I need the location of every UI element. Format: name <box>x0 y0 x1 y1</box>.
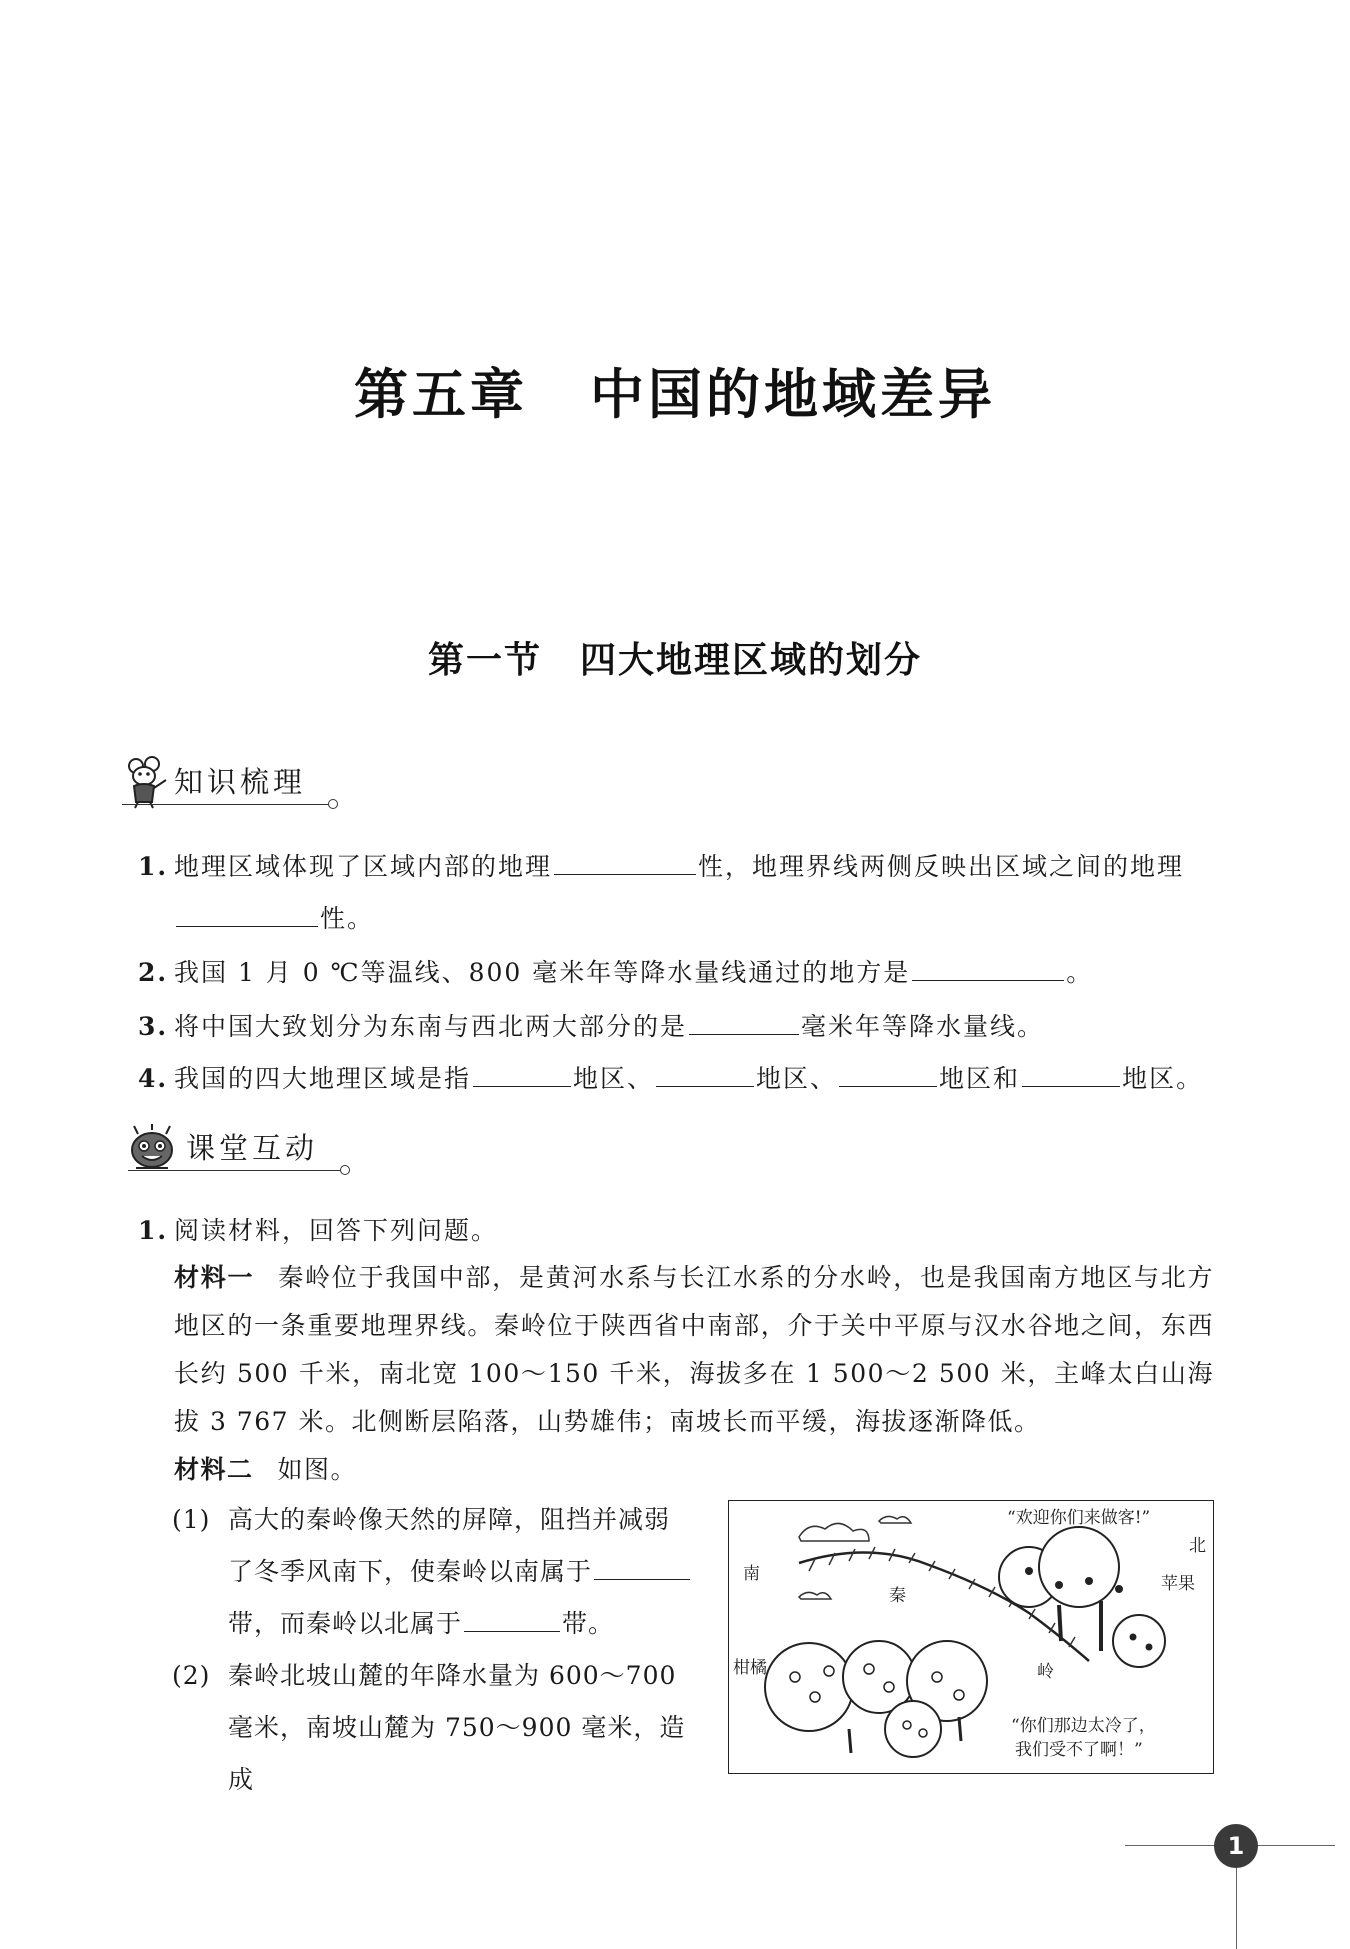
cartoon-face-icon <box>128 1124 176 1174</box>
classroom-heading-underline <box>128 1170 342 1171</box>
section-name: 四大地理区域的划分 <box>580 639 923 681</box>
classroom-q1: 1. 阅读材料，回答下列问题。 <box>138 1216 499 1245</box>
sub-question-2: (2) 秦岭北坡山麓的年降水量为 600～700 毫米，南坡山麓为 750～900 毫米，造成 <box>172 1661 686 1794</box>
answer-blank[interactable] <box>656 1064 754 1087</box>
figure-orange-label: 柑橘 <box>733 1658 767 1678</box>
figure-cold-line1: “你们那边太冷了， <box>1011 1716 1156 1736</box>
sub-question-1: (1) 高大的秦岭像天然的屏障，阻挡并减弱 了冬季风南下，使秦岭以南属于 带，而秦岭以北属于 带。 <box>172 1494 702 1650</box>
classroom-heading-label: 课堂互动 <box>186 1131 319 1165</box>
section-title <box>0 632 1350 683</box>
knowledge-heading-underline <box>122 804 330 805</box>
answer-blank[interactable] <box>473 1064 571 1087</box>
knowledge-heading-label: 知识梳理 <box>174 765 307 799</box>
answer-blank[interactable] <box>176 904 318 927</box>
knowledge-q1: 1. 地理区域体现了区域内部的地理 性，地理界线两侧反映出区域之间的地理 <box>138 852 1185 881</box>
material-2-text: 如图。 <box>277 1455 358 1484</box>
chapter-label: 第五章 <box>354 363 528 426</box>
section-label: 第一节 <box>427 639 542 681</box>
knowledge-q2: 2. 我国 1 月 0 ℃等温线、800 毫米年等降水量线通过的地方是 。 <box>138 958 1094 987</box>
knowledge-q4: 4. 我国的四大地理区域是指 地区、 地区、 地区和 地区。 <box>138 1064 1204 1093</box>
material-1-label: 材料一 <box>174 1263 255 1292</box>
answer-blank[interactable] <box>464 1609 560 1632</box>
answer-blank[interactable] <box>839 1064 937 1087</box>
answer-blank[interactable] <box>912 958 1064 981</box>
chapter-title <box>0 352 1350 429</box>
figure-ling-label: 岭 <box>1037 1662 1054 1682</box>
knowledge-q1-cont: 性。 <box>138 904 1218 934</box>
figure-cold-line2: 我们受不了啊！” <box>1015 1740 1143 1760</box>
knowledge-heading-dot <box>328 799 338 809</box>
qinling-figure <box>728 1500 1214 1774</box>
page-number-rule-vertical <box>1236 1855 1237 1949</box>
figure-apple-label: 苹果 <box>1161 1574 1195 1594</box>
knowledge-heading <box>122 756 342 810</box>
answer-blank[interactable] <box>594 1557 690 1580</box>
material-1 <box>174 1254 1214 1446</box>
knowledge-q3: 3. 将中国大致划分为东南与西北两大部分的是 毫米年等降水量线。 <box>138 1012 1045 1041</box>
mouse-mascot-icon <box>122 756 172 810</box>
page-number: 1 <box>1214 1824 1258 1868</box>
classroom-heading-dot <box>340 1165 350 1175</box>
figure-qin-label: 秦 <box>889 1586 906 1606</box>
material-2-label: 材料二 <box>174 1455 254 1484</box>
classroom-heading <box>128 1122 356 1176</box>
answer-blank[interactable] <box>689 1012 799 1035</box>
figure-welcome-text: “欢迎你们来做客!” <box>1007 1508 1151 1528</box>
chapter-name: 中国的地域差异 <box>590 363 996 426</box>
answer-blank[interactable] <box>554 852 696 875</box>
material-1-text: 秦岭位于我国中部，是黄河水系与长江水系的分水岭，也是我国南方地区与北方地区的一条重要地理界线。秦岭位于陕西省中南部，介于关中平原与汉水谷地之间，东西长约 500 千米，南北宽 100～150 千米，海拔多在 1 500～2 500 米，主峰太白山海拔 3 767 米。北侧断层陷落，山势雄伟；南坡长而平缓，海拔逐渐降低。 <box>174 1263 1214 1436</box>
figure-south-label: 南 <box>743 1564 760 1584</box>
material-2 <box>174 1446 774 1494</box>
answer-blank[interactable] <box>1022 1064 1120 1087</box>
figure-north-label: 北 <box>1189 1536 1206 1556</box>
